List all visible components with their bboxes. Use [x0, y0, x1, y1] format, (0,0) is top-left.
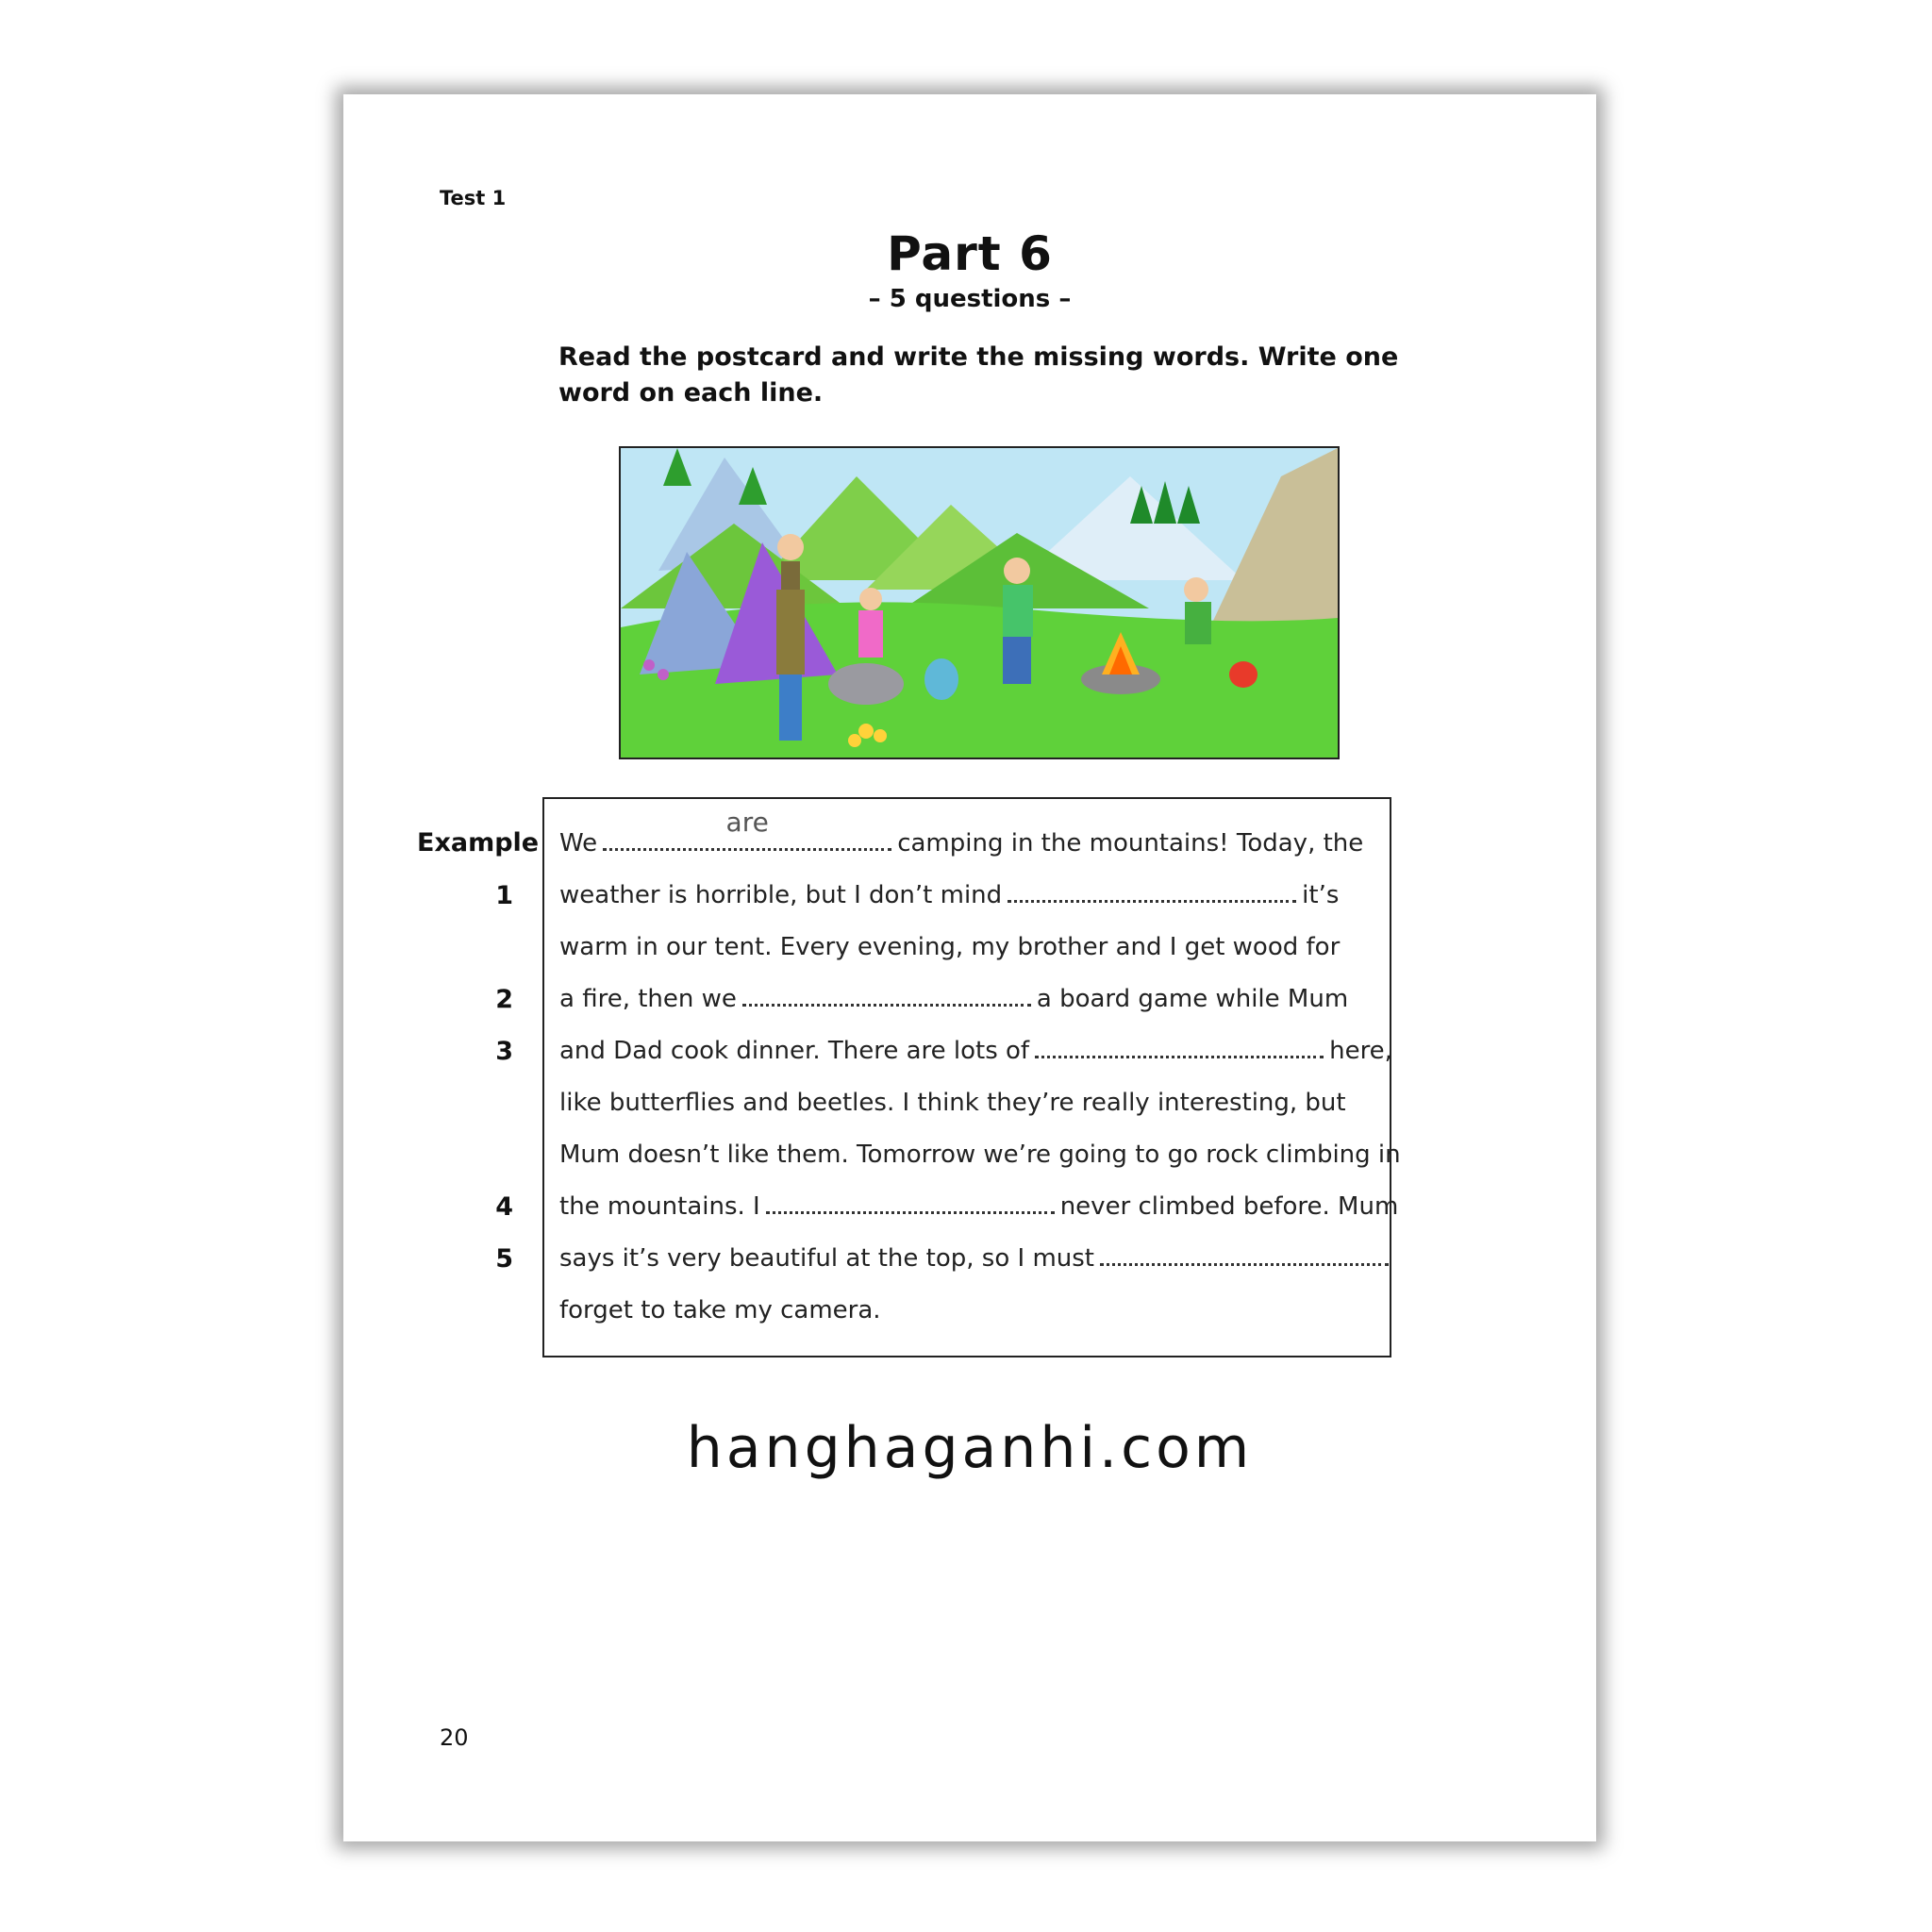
postcard-text-box	[542, 797, 1401, 1357]
worksheet-page	[343, 94, 1596, 1841]
postcard-line: forget to take my camera.	[559, 1296, 881, 1324]
part-title: Part 6	[887, 226, 1053, 281]
example-label: Example	[417, 828, 540, 858]
postcard-line: says it’s very beautiful at the top, so I must	[559, 1244, 1394, 1273]
question-number-2: 2	[495, 985, 513, 1014]
answer-gap-3[interactable]	[1035, 1037, 1324, 1058]
example-answer: are	[725, 807, 769, 838]
instructions: Read the postcard and write the missing words. Write one word on each line.	[558, 342, 1399, 408]
postcard-line: the mountains. I never climbed before. Mum	[559, 1192, 1399, 1221]
postcard-line: Mum doesn’t like them. Tomorrow we’re going to go rock climbing in	[559, 1141, 1401, 1169]
question-number-1: 1	[495, 881, 513, 910]
test-label: Test 1	[440, 187, 507, 209]
postcard-line: and Dad cook dinner. There are lots of here,	[559, 1037, 1392, 1065]
answer-gap-1[interactable]	[1008, 881, 1296, 903]
answer-gap-4[interactable]	[766, 1192, 1055, 1214]
postcard-line: We are camping in the mountains! Today, the	[559, 807, 1364, 858]
camping-illustration	[619, 446, 1340, 759]
postcard-line: weather is horrible, but I don’t mind it’s	[559, 881, 1340, 909]
question-number-4: 4	[495, 1192, 513, 1222]
part-subtitle: – 5 questions –	[868, 285, 1072, 313]
page-number: 20	[440, 1724, 469, 1751]
postcard-line: like butterflies and beetles. I think they’re really interesting, but	[559, 1089, 1346, 1117]
question-number-3: 3	[495, 1037, 513, 1066]
answer-gap-2[interactable]	[742, 985, 1031, 1007]
answer-gap-example	[603, 807, 891, 851]
answer-gap-5[interactable]	[1100, 1244, 1389, 1266]
website-watermark: hanghaganhi.com	[686, 1415, 1254, 1481]
postcard-line: a fire, then we a board game while Mum	[559, 985, 1349, 1013]
question-number-5: 5	[495, 1244, 513, 1274]
postcard-line: warm in our tent. Every evening, my brother and I get wood for	[559, 933, 1341, 961]
